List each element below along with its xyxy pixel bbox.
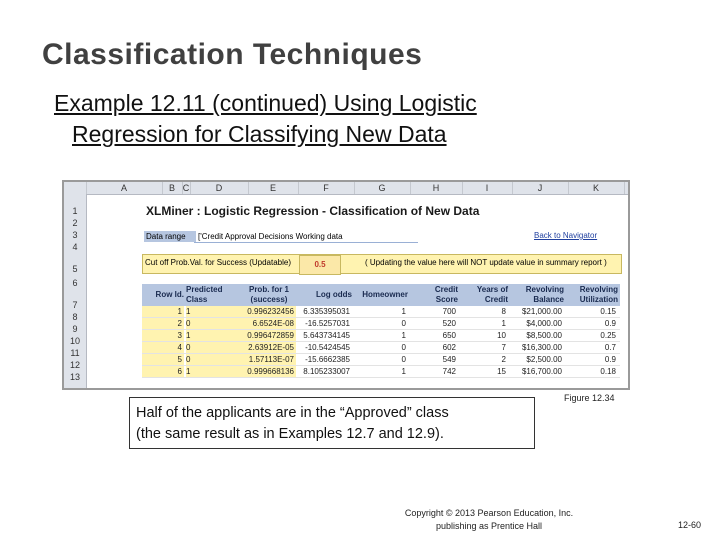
col-header-a: A bbox=[86, 182, 163, 194]
header-credit-score-l2: Score bbox=[435, 295, 458, 304]
row-number: 2 bbox=[72, 218, 78, 228]
callout-line-1: Half of the applicants are in the “Approved” class bbox=[136, 405, 449, 421]
cell-homeowner: 1 bbox=[401, 367, 406, 376]
col-header-d: D bbox=[190, 182, 249, 194]
cell-predicted-class: 1 bbox=[186, 366, 242, 377]
col-header-e: E bbox=[248, 182, 299, 194]
cutoff-value-cell[interactable]: 0.5 bbox=[299, 255, 341, 275]
copyright-line-1: Copyright © 2013 Pearson Education, Inc. bbox=[404, 508, 574, 518]
col-header-k: K bbox=[568, 182, 625, 194]
col-header-c: C bbox=[182, 183, 190, 193]
slide-title: Classification Techniques bbox=[42, 38, 423, 71]
cell-credit-score: 549 bbox=[442, 355, 456, 364]
table-row bbox=[142, 354, 620, 366]
cutoff-label: Cut off Prob.Val. for Success (Updatable) bbox=[145, 258, 291, 267]
data-range-label: Data range bbox=[144, 231, 196, 242]
cell-probability: 1.57113E-07 bbox=[242, 354, 296, 365]
header-predicted-class-l2: Class bbox=[186, 295, 208, 304]
cell-years-credit: 10 bbox=[497, 331, 506, 340]
header-homeowner: Homeowner bbox=[362, 290, 408, 299]
slide-subtitle bbox=[54, 88, 574, 150]
cell-years-credit: 8 bbox=[501, 307, 506, 316]
header-credit-score-l1: Credit bbox=[434, 285, 458, 294]
callout-line-2: (the same result as in Examples 12.7 and 12.9). bbox=[136, 426, 444, 442]
cell-row-id: 3 bbox=[142, 330, 184, 341]
cell-revolving-utilization: 0.9 bbox=[604, 355, 616, 364]
cell-probability: 0.996232456 bbox=[242, 306, 296, 317]
header-row-id: Row Id. bbox=[155, 290, 184, 299]
cell-revolving-balance: $2,500.00 bbox=[526, 355, 562, 364]
callout-box bbox=[129, 397, 535, 449]
cell-row-id: 2 bbox=[142, 318, 184, 329]
header-years-credit bbox=[458, 284, 508, 307]
cell-row-id: 4 bbox=[142, 342, 184, 353]
row-number: 4 bbox=[72, 242, 78, 252]
header-revolving-utilization bbox=[564, 284, 618, 307]
header-predicted-class-l1: Predicted bbox=[186, 285, 223, 294]
cell-credit-score: 602 bbox=[442, 343, 456, 352]
table-row bbox=[142, 330, 620, 342]
header-prob-l1: Prob. for 1 bbox=[248, 285, 289, 294]
cell-predicted-class: 1 bbox=[186, 330, 242, 341]
cell-revolving-utilization: 0.15 bbox=[600, 307, 616, 316]
page-number: 12-60 bbox=[678, 520, 702, 530]
spreadsheet-screenshot bbox=[62, 180, 630, 390]
cell-log-odds: -15.6662385 bbox=[305, 355, 350, 364]
cell-log-odds: 6.335395031 bbox=[303, 307, 350, 316]
header-revolving-utilization-l2: Utilization bbox=[579, 295, 618, 304]
subtitle-line-1: Example 12.11 (continued) Using Logistic bbox=[54, 90, 477, 116]
cell-credit-score: 650 bbox=[442, 331, 456, 340]
cell-predicted-class: 0 bbox=[186, 342, 242, 353]
row-number: 12 bbox=[69, 360, 80, 370]
cell-homeowner: 0 bbox=[401, 343, 406, 352]
header-log-odds: Log odds bbox=[316, 290, 352, 299]
header-years-credit-l1: Years of bbox=[476, 285, 508, 294]
table-header-row bbox=[142, 284, 620, 306]
copyright-notice bbox=[384, 507, 594, 533]
cell-years-credit: 7 bbox=[501, 343, 506, 352]
cell-revolving-utilization: 0.7 bbox=[604, 343, 616, 352]
cell-years-credit: 1 bbox=[501, 319, 506, 328]
col-header-h: H bbox=[410, 182, 463, 194]
cell-row-id: 6 bbox=[142, 366, 184, 377]
col-header-g: G bbox=[354, 182, 411, 194]
row-number: 6 bbox=[72, 278, 78, 288]
header-revolving-balance bbox=[508, 284, 564, 307]
cell-log-odds: 8.105233007 bbox=[303, 367, 350, 376]
header-prob-l2: (success) bbox=[250, 295, 288, 304]
cell-credit-score: 742 bbox=[442, 367, 456, 376]
cell-credit-score: 520 bbox=[442, 319, 456, 328]
cell-credit-score: 700 bbox=[442, 307, 456, 316]
header-credit-score bbox=[408, 284, 458, 307]
cell-revolving-balance: $4,000.00 bbox=[526, 319, 562, 328]
cell-predicted-class: 1 bbox=[186, 306, 242, 317]
xlminer-title: XLMiner : Logistic Regression - Classification of New Data bbox=[146, 204, 480, 218]
cell-revolving-balance: $16,700.00 bbox=[521, 367, 562, 376]
cell-probability: 2.63912E-05 bbox=[242, 342, 296, 353]
header-predicted-class bbox=[186, 284, 242, 307]
cell-predicted-class: 0 bbox=[186, 318, 242, 329]
cell-log-odds: -16.5257031 bbox=[305, 319, 350, 328]
row-number: 8 bbox=[72, 312, 78, 322]
cell-revolving-balance: $16,300.00 bbox=[521, 343, 562, 352]
row-number: 11 bbox=[70, 348, 80, 358]
corner-cell bbox=[64, 182, 87, 194]
col-header-i: I bbox=[462, 182, 513, 194]
header-revolving-balance-l2: Balance bbox=[533, 295, 564, 304]
cell-revolving-balance: $21,000.00 bbox=[521, 307, 562, 316]
cell-row-id: 5 bbox=[142, 354, 184, 365]
header-prob bbox=[242, 284, 296, 307]
header-revolving-balance-l1: Revolving bbox=[525, 285, 564, 294]
table-row bbox=[142, 318, 620, 330]
cell-revolving-balance: $8,500.00 bbox=[526, 331, 562, 340]
table-row bbox=[142, 366, 620, 378]
cell-years-credit: 2 bbox=[501, 355, 506, 364]
col-header-j: J bbox=[512, 182, 569, 194]
cell-revolving-utilization: 0.9 bbox=[604, 319, 616, 328]
cell-homeowner: 1 bbox=[401, 307, 406, 316]
cell-log-odds: -10.5424545 bbox=[305, 343, 350, 352]
col-header-f: F bbox=[298, 182, 355, 194]
table-row bbox=[142, 342, 620, 354]
cell-predicted-class: 0 bbox=[186, 354, 242, 365]
row-number: 5 bbox=[72, 264, 78, 274]
cell-log-odds: 5.643734145 bbox=[303, 331, 350, 340]
figure-label: Figure 12.34 bbox=[564, 393, 615, 403]
cell-homeowner: 0 bbox=[401, 319, 406, 328]
row-number: 3 bbox=[72, 230, 78, 240]
column-header-bar bbox=[64, 182, 628, 195]
table-row bbox=[142, 306, 620, 318]
cutoff-row bbox=[142, 254, 622, 274]
cell-revolving-utilization: 0.18 bbox=[600, 367, 616, 376]
cell-years-credit: 15 bbox=[497, 367, 506, 376]
row-number: 1 bbox=[72, 206, 78, 216]
cutoff-note: ( Updating the value here will NOT update value in summary report ) bbox=[365, 258, 607, 267]
row-number: 10 bbox=[69, 336, 80, 346]
cell-probability: 6.6524E-08 bbox=[242, 318, 296, 329]
row-header-bar bbox=[64, 194, 87, 388]
cell-homeowner: 1 bbox=[401, 331, 406, 340]
cell-probability: 0.996472859 bbox=[242, 330, 296, 341]
cell-row-id: 1 bbox=[142, 306, 184, 317]
row-number: 13 bbox=[69, 372, 80, 382]
row-number: 9 bbox=[72, 324, 78, 334]
header-years-credit-l2: Credit bbox=[484, 295, 508, 304]
cell-revolving-utilization: 0.25 bbox=[600, 331, 616, 340]
header-revolving-utilization-l1: Revolving bbox=[579, 285, 618, 294]
cell-homeowner: 0 bbox=[401, 355, 406, 364]
col-header-b: B bbox=[162, 182, 183, 194]
copyright-line-2: publishing as Prentice Hall bbox=[435, 521, 543, 531]
row-number: 7 bbox=[72, 300, 78, 310]
subtitle-line-2: Regression for Classifying New Data bbox=[72, 121, 447, 147]
data-range-value: ['Credit Approval Decisions Working data bbox=[194, 231, 418, 243]
back-to-navigator-link[interactable]: Back to Navigator bbox=[534, 231, 598, 240]
cell-probability: 0.999668136 bbox=[242, 366, 296, 377]
